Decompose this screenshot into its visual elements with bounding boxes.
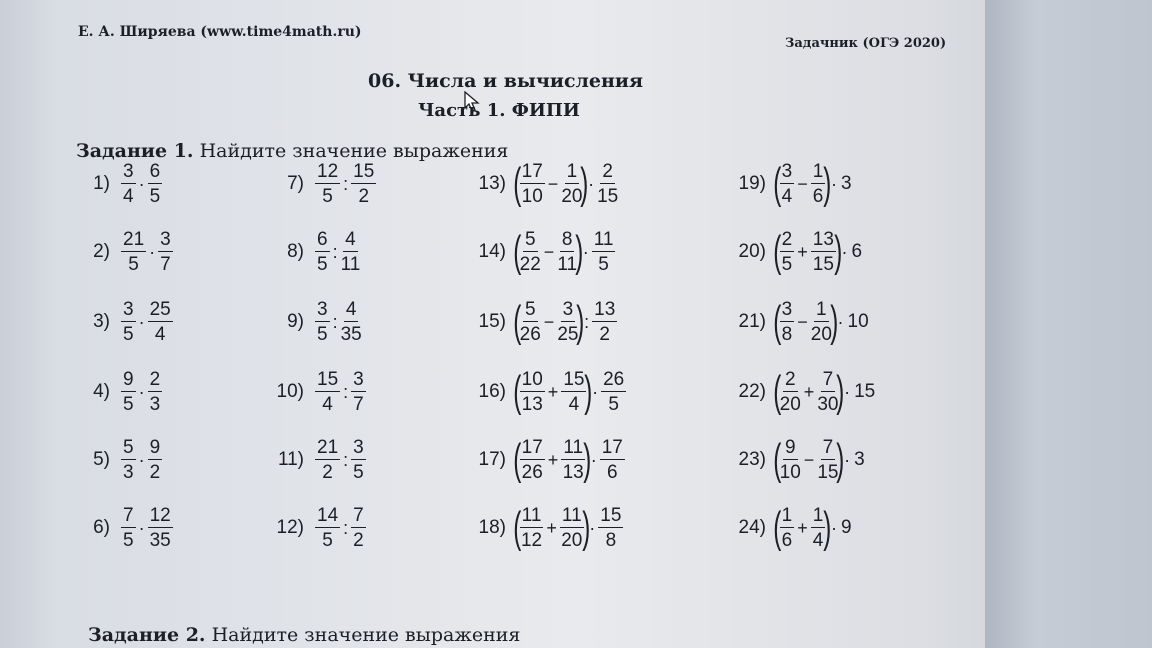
denominator: 5 — [317, 254, 328, 275]
numerator: 9 — [123, 369, 134, 390]
fraction — [817, 438, 838, 482]
numerator: 8 — [561, 229, 573, 250]
operator: · — [837, 311, 844, 332]
fraction — [315, 438, 340, 482]
numerator: 7 — [123, 505, 134, 526]
fraction — [817, 370, 838, 414]
problem-number: 19) — [738, 173, 766, 194]
denominator: 5 — [123, 394, 134, 415]
numerator: 3 — [317, 299, 328, 320]
denominator: 15 — [817, 462, 839, 483]
fraction — [560, 506, 584, 550]
numerator: 15 — [353, 161, 375, 182]
inner-operator: + — [546, 517, 557, 538]
problem-number: 1) — [93, 173, 110, 194]
denominator: 20 — [561, 530, 583, 551]
problem-number: 2) — [93, 241, 110, 262]
problem-number: 22) — [738, 381, 766, 402]
denominator: 3 — [149, 394, 161, 415]
numerator: 10 — [521, 369, 543, 390]
problem-18 — [470, 503, 624, 552]
fraction — [121, 300, 136, 344]
operator: · — [138, 517, 145, 538]
author-header: Е. А. Ширяева (www.time4math.ru) — [78, 24, 362, 40]
inner-operator: + — [797, 241, 808, 262]
numerator: 17 — [521, 161, 543, 182]
right-paren: ) — [576, 297, 585, 346]
left-paren: ( — [513, 367, 522, 416]
operator: · — [844, 449, 851, 470]
numerator: 13 — [812, 229, 834, 250]
fraction — [121, 370, 136, 414]
problem-number: 3) — [93, 311, 110, 332]
fraction — [351, 506, 366, 550]
problem-17 — [470, 435, 626, 484]
denominator: 6 — [781, 530, 793, 551]
numerator: 21 — [317, 437, 339, 458]
numerator: 1 — [781, 505, 793, 526]
left-paren: ( — [773, 227, 782, 276]
multiplier: 6 — [851, 241, 863, 262]
fraction — [597, 162, 618, 206]
fraction — [780, 438, 801, 482]
numerator: 12 — [317, 161, 339, 182]
denominator: 8 — [605, 530, 617, 551]
left-paren: ( — [513, 435, 522, 484]
numerator: 4 — [345, 299, 357, 320]
denominator: 5 — [598, 254, 609, 275]
fraction — [315, 370, 340, 414]
operator: · — [149, 241, 156, 262]
numerator: 6 — [317, 229, 328, 250]
denominator: 11 — [557, 254, 578, 275]
multiplier: 9 — [840, 517, 852, 538]
left-paren: ( — [513, 297, 522, 346]
denominator: 5 — [128, 254, 139, 275]
problem-11 — [270, 438, 367, 482]
problem-number: 24) — [738, 517, 766, 538]
problem-9 — [270, 300, 363, 344]
operator: : — [332, 241, 338, 262]
numerator: 3 — [781, 299, 793, 320]
denominator: 5 — [608, 394, 619, 415]
problem-8 — [270, 230, 361, 274]
fraction — [520, 300, 541, 344]
right-paren: ) — [834, 227, 843, 276]
left-paren: ( — [773, 297, 782, 346]
inner-operator: − — [803, 449, 815, 470]
denominator: 6 — [606, 462, 618, 483]
problem-number: 9) — [287, 311, 304, 332]
operator: : — [343, 449, 349, 470]
fraction — [341, 300, 362, 344]
task2-heading — [88, 624, 520, 646]
numerator: 4 — [345, 229, 356, 250]
problem-6 — [80, 506, 174, 550]
fraction — [520, 506, 544, 550]
fraction — [561, 438, 585, 482]
denominator: 5 — [322, 530, 333, 551]
numerator: 21 — [123, 229, 145, 250]
operator: · — [841, 241, 848, 262]
numerator: 2 — [602, 161, 613, 182]
denominator: 2 — [358, 186, 370, 207]
denominator: 4 — [154, 324, 166, 345]
problem-number: 7) — [287, 173, 304, 194]
book-header: Задачник (ОГЭ 2020) — [785, 36, 947, 51]
problem-5 — [80, 438, 163, 482]
problem-19 — [730, 159, 852, 208]
fraction — [520, 438, 545, 482]
denominator: 20 — [810, 324, 832, 345]
right-paren: ) — [823, 503, 832, 552]
denominator: 4 — [322, 394, 333, 415]
problem-24 — [730, 503, 852, 552]
numerator: 6 — [149, 161, 161, 182]
task1-heading — [76, 140, 508, 162]
fraction — [121, 162, 136, 206]
numerator: 17 — [601, 437, 623, 458]
numerator: 5 — [123, 437, 134, 458]
denominator: 5 — [123, 530, 134, 551]
inner-operator: − — [797, 173, 808, 194]
numerator: 14 — [317, 505, 339, 526]
denominator: 4 — [812, 530, 824, 551]
denominator: 15 — [812, 254, 834, 275]
denominator: 4 — [123, 186, 134, 207]
inner-operator: − — [543, 241, 555, 262]
numerator: 7 — [822, 369, 834, 390]
page-title: 06. Числа и вычисления — [368, 70, 644, 92]
fraction — [351, 370, 366, 414]
denominator: 15 — [597, 186, 619, 207]
fraction — [158, 230, 173, 274]
problem-15 — [470, 297, 618, 346]
denominator: 22 — [519, 254, 541, 275]
denominator: 4 — [781, 186, 793, 207]
operator: · — [138, 311, 145, 332]
operator: : — [343, 173, 349, 194]
task2-text: Найдите значение выражения — [205, 624, 521, 646]
denominator: 2 — [599, 324, 610, 345]
numerator: 25 — [149, 299, 171, 320]
problem-number: 4) — [93, 381, 110, 402]
inner-operator: + — [803, 381, 815, 402]
denominator: 3 — [123, 462, 134, 483]
problem-number: 21) — [738, 311, 766, 332]
denominator: 26 — [519, 324, 541, 345]
fraction — [148, 506, 173, 550]
fraction — [811, 300, 832, 344]
inner-operator: + — [547, 381, 559, 402]
numerator: 5 — [524, 299, 536, 320]
problem-number: 16) — [478, 381, 506, 402]
right-paren: ) — [583, 435, 592, 484]
denominator: 5 — [149, 186, 161, 207]
operator: · — [589, 517, 596, 538]
right-paren: ) — [575, 227, 584, 276]
problem-23 — [730, 435, 865, 484]
numerator: 7 — [822, 437, 834, 458]
numerator: 11 — [563, 437, 584, 458]
problem-number: 20) — [738, 241, 766, 262]
fraction — [315, 230, 330, 274]
numerator: 15 — [600, 505, 622, 526]
fraction — [148, 300, 173, 344]
problem-number: 13) — [478, 173, 506, 194]
numerator: 17 — [521, 437, 543, 458]
fraction — [561, 162, 582, 206]
operator: · — [582, 241, 589, 262]
denominator: 2 — [322, 462, 333, 483]
fraction — [780, 300, 795, 344]
left-paren: ( — [773, 367, 782, 416]
fraction — [341, 230, 361, 274]
inner-operator: − — [543, 311, 555, 332]
left-paren: ( — [513, 227, 522, 276]
denominator: 5 — [353, 462, 364, 483]
numerator: 3 — [123, 161, 134, 182]
fraction — [780, 370, 801, 414]
numerator: 11 — [561, 505, 582, 526]
right-paren: ) — [836, 435, 845, 484]
numerator: 1 — [816, 299, 827, 320]
numerator: 11 — [521, 505, 542, 526]
inner-operator: − — [547, 173, 559, 194]
denominator: 7 — [353, 394, 364, 415]
numerator: 15 — [563, 369, 585, 390]
denominator: 5 — [781, 254, 793, 275]
denominator: 5 — [322, 186, 333, 207]
operator: · — [844, 381, 851, 402]
denominator: 13 — [521, 394, 543, 415]
numerator: 2 — [781, 229, 793, 250]
fraction — [557, 300, 578, 344]
fraction — [520, 162, 545, 206]
numerator: 1 — [812, 161, 824, 182]
numerator: 3 — [781, 161, 793, 182]
fraction — [601, 370, 626, 414]
fraction — [148, 438, 163, 482]
problem-13 — [470, 159, 619, 208]
numerator: 2 — [149, 369, 161, 390]
multiplier: 3 — [854, 449, 865, 470]
problem-number: 10) — [276, 381, 304, 402]
left-paren: ( — [513, 159, 522, 208]
multiplier: 3 — [840, 173, 852, 194]
right-paren: ) — [823, 159, 832, 208]
denominator: 30 — [817, 394, 839, 415]
problem-16 — [470, 367, 627, 416]
numerator: 15 — [317, 369, 339, 390]
operator: · — [590, 449, 597, 470]
fraction — [315, 300, 330, 344]
problem-1 — [80, 162, 163, 206]
operator: · — [138, 449, 145, 470]
left-paren: ( — [513, 503, 522, 552]
numerator: 1 — [566, 161, 578, 182]
fraction — [592, 300, 617, 344]
task1-label: Задание 1. — [76, 140, 194, 162]
denominator: 26 — [521, 462, 543, 483]
fraction — [315, 506, 340, 550]
denominator: 6 — [812, 186, 824, 207]
problem-number: 6) — [93, 517, 110, 538]
right-paren: ) — [584, 367, 593, 416]
fraction — [148, 162, 163, 206]
numerator: 5 — [524, 229, 536, 250]
fraction — [600, 438, 625, 482]
problem-10 — [270, 370, 367, 414]
problem-number: 14) — [478, 241, 506, 262]
task1-text: Найдите значение выражения — [193, 140, 509, 162]
problem-7 — [270, 162, 377, 206]
inner-operator: + — [797, 517, 808, 538]
fraction — [780, 506, 795, 550]
multiplier: 10 — [847, 311, 869, 332]
operator: : — [343, 517, 349, 538]
operator: : — [332, 311, 338, 332]
operator: · — [138, 381, 145, 402]
problem-number: 5) — [93, 449, 110, 470]
numerator: 11 — [593, 229, 614, 250]
operator: · — [592, 381, 599, 402]
denominator: 5 — [123, 324, 134, 345]
numerator: 3 — [160, 229, 171, 250]
problem-number: 12) — [276, 517, 304, 538]
denominator: 11 — [340, 254, 361, 275]
numerator: 3 — [353, 369, 364, 390]
task2-label: Задание 2. — [88, 624, 206, 646]
denominator: 12 — [520, 530, 543, 551]
inner-operator: + — [547, 449, 559, 470]
fraction — [561, 370, 586, 414]
right-paren: ) — [581, 503, 590, 552]
denominator: 5 — [317, 324, 328, 345]
numerator: 9 — [149, 437, 161, 458]
denominator: 20 — [561, 186, 583, 207]
numerator: 3 — [562, 299, 574, 320]
numerator: 26 — [603, 369, 625, 390]
left-paren: ( — [773, 503, 782, 552]
problem-21 — [730, 297, 869, 346]
fraction — [121, 438, 136, 482]
problem-number: 15) — [478, 311, 506, 332]
fraction — [811, 230, 836, 274]
denominator: 2 — [353, 530, 364, 551]
problem-3 — [80, 300, 174, 344]
problem-number: 11) — [277, 449, 304, 470]
inner-operator: − — [797, 311, 808, 332]
fraction — [351, 438, 366, 482]
problem-number: 18) — [478, 517, 506, 538]
problem-22 — [730, 367, 876, 416]
problem-2 — [80, 230, 174, 274]
numerator: 3 — [123, 299, 134, 320]
problem-number: 8) — [287, 241, 304, 262]
denominator: 35 — [149, 530, 171, 551]
operator: : — [343, 381, 349, 402]
denominator: 13 — [562, 462, 584, 483]
numerator: 9 — [784, 437, 796, 458]
operator: · — [830, 517, 837, 538]
problem-14 — [470, 227, 616, 276]
fraction — [315, 162, 340, 206]
denominator: 35 — [340, 324, 362, 345]
numerator: 7 — [353, 505, 364, 526]
fraction — [121, 506, 136, 550]
fraction — [598, 506, 623, 550]
numerator: 1 — [812, 505, 824, 526]
fraction — [557, 230, 577, 274]
operator: · — [588, 173, 595, 194]
fraction — [520, 370, 545, 414]
denominator: 2 — [149, 462, 161, 483]
page-subtitle: Часть 1. ФИПИ — [418, 100, 580, 121]
denominator: 10 — [521, 186, 543, 207]
denominator: 25 — [557, 324, 579, 345]
fraction — [148, 370, 163, 414]
numerator: 2 — [784, 369, 796, 390]
numerator: 12 — [149, 505, 171, 526]
fraction — [121, 230, 146, 274]
right-paren: ) — [836, 367, 845, 416]
problem-4 — [80, 370, 163, 414]
denominator: 10 — [779, 462, 801, 483]
problem-number: 23) — [738, 449, 766, 470]
denominator: 7 — [160, 254, 171, 275]
numerator: 3 — [353, 437, 364, 458]
left-paren: ( — [773, 159, 782, 208]
operator: · — [830, 173, 837, 194]
left-paren: ( — [773, 435, 782, 484]
right-paren: ) — [580, 159, 589, 208]
problem-number: 17) — [478, 449, 506, 470]
operator: · — [138, 173, 145, 194]
fraction — [520, 230, 541, 274]
multiplier: 15 — [854, 381, 876, 402]
denominator: 20 — [779, 394, 801, 415]
fraction — [780, 230, 795, 274]
fraction — [780, 162, 795, 206]
fraction — [592, 230, 616, 274]
fraction — [351, 162, 376, 206]
denominator: 8 — [781, 324, 793, 345]
denominator: 4 — [568, 394, 580, 415]
worksheet-page — [50, 0, 1140, 648]
right-paren: ) — [830, 297, 839, 346]
numerator: 13 — [594, 299, 616, 320]
problem-12 — [270, 506, 367, 550]
operator: : — [584, 311, 590, 332]
problem-20 — [730, 227, 863, 276]
